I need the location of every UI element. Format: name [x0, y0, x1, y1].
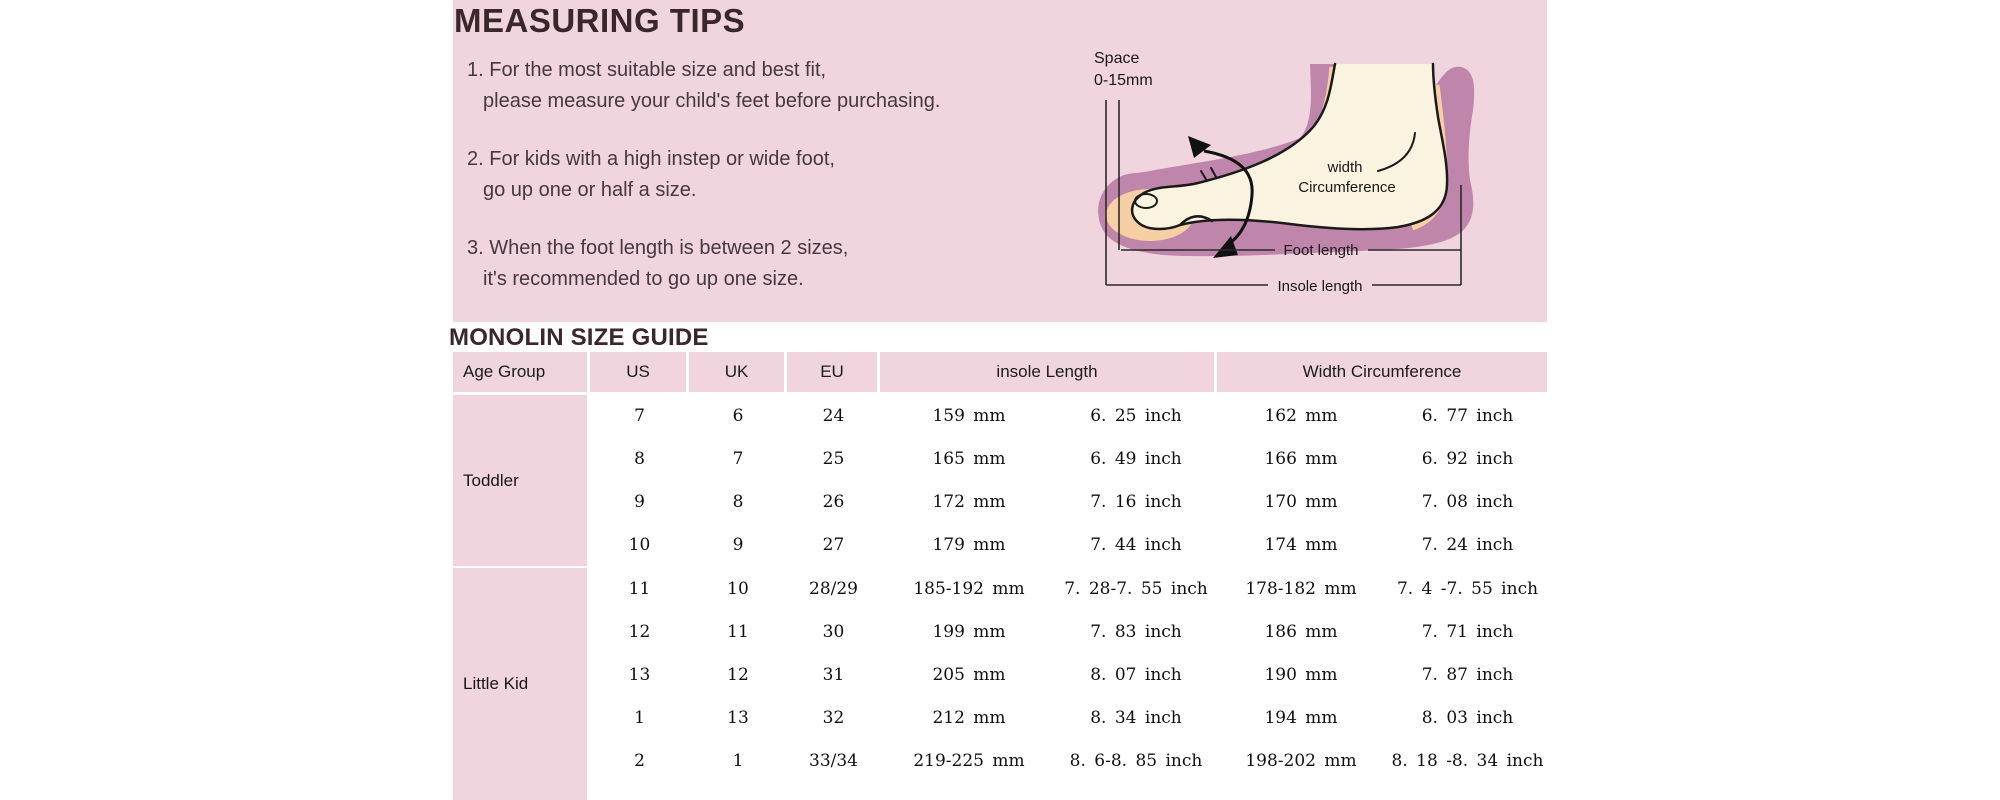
cell-uk: 6	[732, 406, 744, 427]
cell-insole-inch: 7. 16 inch	[1090, 491, 1182, 512]
cell-width-mm: 178-182 mm	[1245, 579, 1357, 600]
tip-1-line-1: 1. For the most suitable size and best fit,	[467, 59, 827, 81]
cell-insole-mm: 219-225 mm	[913, 750, 1025, 771]
little-kid-rows	[590, 568, 1547, 800]
table-header-row	[453, 352, 1547, 392]
cell-uk: 10	[727, 579, 749, 600]
table-row	[590, 568, 1547, 611]
table-row	[590, 739, 1547, 782]
col-header-uk: UK	[689, 352, 784, 392]
cell-eu: 28/29	[809, 579, 858, 600]
tip-3-line-1: 3. When the foot length is between 2 sizes,	[467, 237, 849, 259]
table-row	[590, 438, 1547, 481]
cell-us: 8	[634, 449, 645, 470]
table-row	[590, 611, 1547, 654]
cell-width-mm: 174 mm	[1264, 534, 1338, 555]
tip-2-line-2: go up one or half a size.	[483, 179, 697, 201]
cell-eu: 32	[822, 707, 845, 728]
cell-insole-mm: 179 mm	[932, 534, 1006, 555]
cell-eu: 31	[822, 664, 845, 685]
table-row	[590, 481, 1547, 524]
table-row	[590, 696, 1547, 739]
cell-width-inch: 8. 18 -8. 34 inch	[1391, 750, 1544, 771]
cell-us: 12	[628, 622, 651, 643]
cell-width-mm: 198-202 mm	[1245, 750, 1357, 771]
space-value-label: 0-15mm	[1094, 72, 1153, 89]
cell-insole-mm: 205 mm	[932, 664, 1006, 685]
cell-insole-inch: 6. 25 inch	[1090, 406, 1182, 427]
tip-3	[467, 233, 940, 295]
tip-2	[467, 144, 940, 206]
cell-width-mm: 190 mm	[1264, 664, 1338, 685]
cell-width-mm: 194 mm	[1264, 707, 1338, 728]
cell-insole-inch: 8. 6-8. 85 inch	[1069, 750, 1203, 771]
cell-us: 9	[634, 491, 645, 512]
cell-eu: 25	[822, 449, 845, 470]
cell-us: 10	[628, 534, 651, 555]
circumference-arrowhead-top	[1188, 136, 1211, 158]
cell-insole-mm: 172 mm	[932, 491, 1006, 512]
cell-insole-mm: 212 mm	[932, 707, 1006, 728]
cell-width-mm: 170 mm	[1264, 491, 1338, 512]
age-group-label: Little Kid	[453, 568, 587, 800]
tip-1	[467, 55, 940, 117]
table-row	[590, 395, 1547, 438]
cell-width-inch: 7. 24 inch	[1421, 534, 1514, 555]
col-header-insole-length: insole Length	[880, 352, 1214, 392]
cell-width-mm: 166 mm	[1264, 449, 1338, 470]
cell-uk: 13	[727, 707, 749, 728]
toddler-rows	[590, 395, 1547, 566]
col-header-eu: EU	[787, 352, 877, 392]
col-header-age-group: Age Group	[453, 352, 587, 392]
cell-width-inch: 6. 92 inch	[1421, 449, 1514, 470]
cell-width-inch: 7. 4 -7. 55 inch	[1396, 579, 1539, 600]
size-guide-heading: MONOLIN SIZE GUIDE	[449, 324, 709, 351]
tip-3-line-2: it's recommended to go up one size.	[483, 268, 804, 290]
col-header-width-circumference: Width Circumference	[1217, 352, 1547, 392]
cell-us: 7	[634, 406, 645, 427]
measuring-tips-panel	[453, 0, 1547, 322]
cell-width-inch: 8. 03 inch	[1421, 707, 1514, 728]
width-label-line1: width	[1327, 159, 1363, 176]
cell-eu: 33/34	[809, 750, 858, 771]
cell-insole-inch: 7. 83 inch	[1090, 622, 1182, 643]
cell-eu: 24	[822, 406, 845, 427]
cell-width-inch: 7. 08 inch	[1421, 491, 1514, 512]
space-label: Space	[1094, 50, 1140, 67]
age-group-label: Toddler	[453, 395, 587, 566]
age-group-toddler	[453, 395, 1547, 566]
size-guide-table	[453, 352, 1547, 800]
cell-insole-mm: 159 mm	[932, 406, 1006, 427]
table-row	[590, 654, 1547, 697]
cell-width-inch: 7. 87 inch	[1421, 664, 1514, 685]
cell-insole-inch: 8. 34 inch	[1090, 707, 1182, 728]
cell-width-mm: 162 mm	[1264, 406, 1338, 427]
cell-uk: 1	[732, 750, 744, 771]
cell-insole-inch: 7. 28-7. 55 inch	[1064, 579, 1208, 600]
width-label-line2: Circumference	[1298, 179, 1396, 196]
cell-insole-inch: 6. 49 inch	[1090, 449, 1182, 470]
cell-width-inch: 7. 71 inch	[1421, 622, 1514, 643]
age-group-little-kid	[453, 568, 1547, 800]
insole-length-label: Insole length	[1277, 278, 1363, 295]
cell-insole-inch: 7. 44 inch	[1090, 534, 1182, 555]
cell-uk: 9	[732, 534, 744, 555]
tip-2-line-1: 2. For kids with a high instep or wide foot,	[467, 148, 835, 170]
cell-us: 1	[634, 707, 645, 728]
cell-uk: 8	[732, 491, 744, 512]
cell-insole-mm: 165 mm	[932, 449, 1006, 470]
tip-1-line-2: please measure your child's feet before purchasing.	[483, 90, 941, 112]
cell-eu: 26	[822, 491, 845, 512]
cell-us: 13	[628, 664, 651, 685]
measuring-tips-title: MEASURING TIPS	[454, 2, 746, 39]
cell-uk: 7	[732, 449, 744, 470]
cell-insole-mm: 199 mm	[932, 622, 1006, 643]
foot-length-label: Foot length	[1283, 242, 1359, 259]
cell-uk: 12	[727, 664, 749, 685]
cell-insole-inch: 8. 07 inch	[1090, 664, 1182, 685]
cell-width-inch: 6. 77 inch	[1421, 406, 1514, 427]
cell-uk: 11	[727, 622, 749, 643]
foot-measurement-diagram	[1080, 25, 1550, 300]
col-header-us: US	[590, 352, 686, 392]
cell-width-mm: 186 mm	[1264, 622, 1338, 643]
cell-us: 2	[634, 750, 645, 771]
table-row	[590, 523, 1547, 566]
cell-insole-mm: 185-192 mm	[913, 579, 1025, 600]
cell-us: 11	[628, 579, 651, 600]
tips-list	[467, 55, 940, 322]
cell-eu: 30	[822, 622, 845, 643]
cell-eu: 27	[822, 534, 845, 555]
